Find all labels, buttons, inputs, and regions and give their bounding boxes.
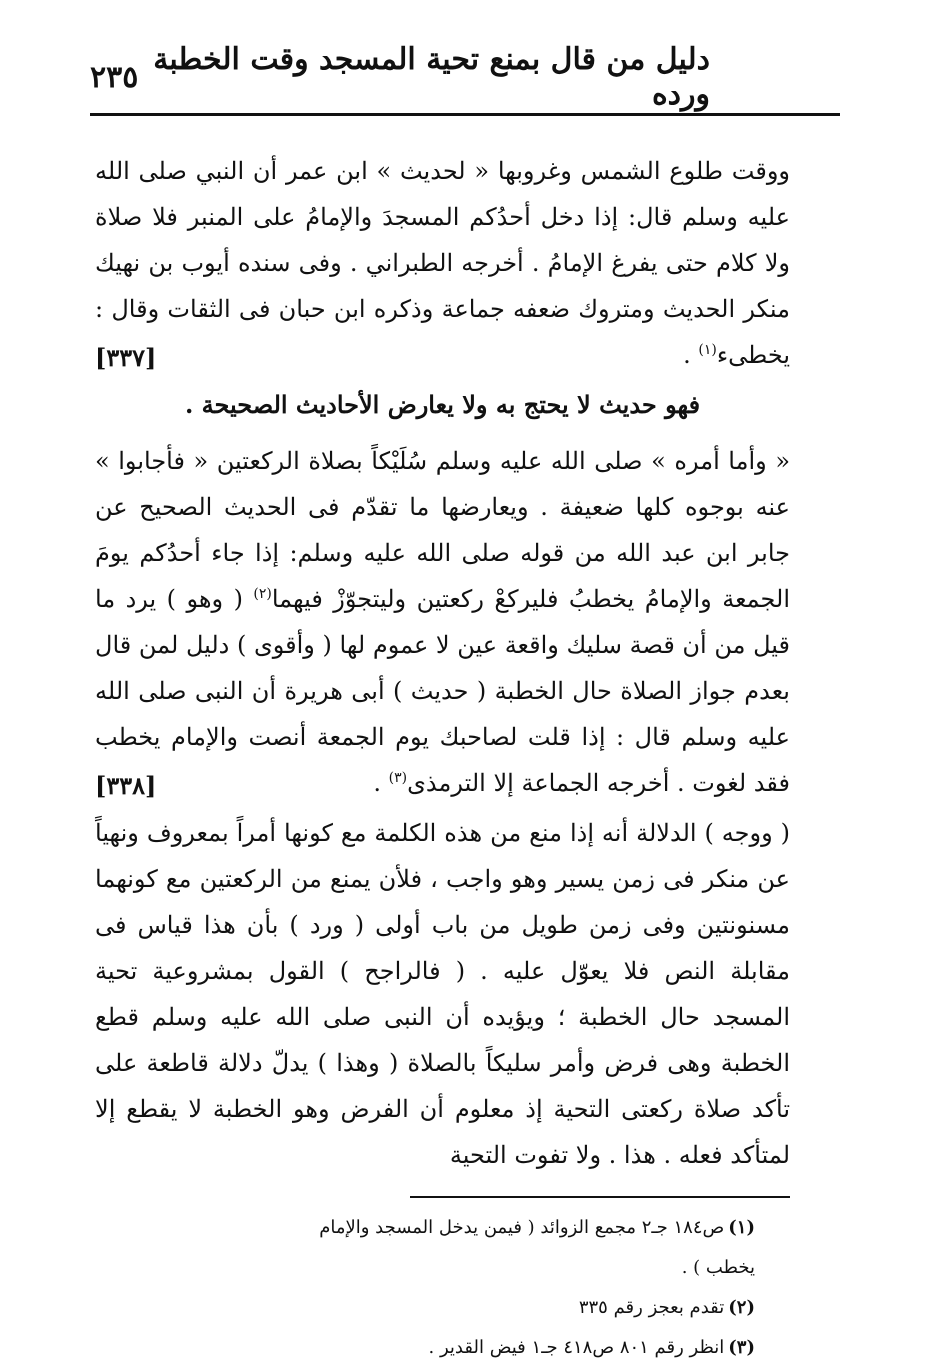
footnote-marker-1: (١) [698,342,717,358]
footnote-3-number: (٣) [728,1337,755,1358]
footnote-1 [300,1208,755,1288]
header-rule [90,113,840,116]
footnote-rule [410,1196,790,1198]
paragraph-3-end: . [373,769,389,797]
footnote-1-number: (١) [728,1217,755,1238]
footnotes [300,1208,755,1368]
paragraph-4: ( ووجه ) الدلالة أنه إذا منع من هذه الكلمة مع كونها أمراً بمعروف ونهياً عن منكر فى زمن يسير وهو واجب ، فلأن يمنع من الركعتين مع كونهما مسنونتين وفى زمن طويل من باب أولى ( ورد ) بأن هذا قياس فى مقابلة النص فلا يعوّل عليه . ( فالراجح ) القول بمشروعية تحية المسجد حال الخطبة ؛ ويؤيده أن النبى صلى الله عليه وسلم قطع الخطبة وهى فرض وأمر سليكاً بالصلاة ( وهذا ) يدلّ دلالة قاطعة على تأكد صلاة ركعتى التحية إذ معلوم أن الفرض وهو الخطبة لا يقطع إلا لمتأكد فعله . هذا . ولا تفوت التحية [95,819,790,1169]
page-number: ٢٣٥ [90,59,139,95]
paragraph-3-text: « وأما أمره » صلى الله عليه وسلم سُلَيْكاً بصلاة الركعتين « فأجابوا » عنه بوجوه كلها ضعيفة . ويعارضها ما تقدّم فى الحديث الصحيح عن جابر ابن عبد الله من قوله صلى الله عليه وسلم: إذا جاء أحدُكم يومَ الجمعة والإمامُ يخطبُ فليركعْ ركعتين وليتجوّزْ فيهما [95,447,791,613]
footnote-2-number: (٢) [728,1297,755,1318]
hadith-number-338: [٣٣٨] [95,771,157,800]
footnote-marker-2: (٢) [253,586,272,602]
running-title: دليل من قال بمنع تحية المسجد وقت الخطبة ورده [153,42,710,112]
paragraph-3 [95,438,790,800]
paragraph-1-text: ووقت طلوع الشمس وغروبها « لحديث » ابن عمر أن النبي صلى الله عليه وسلم قال: إذا دخل أحدُكم المسجدَ والإمامُ على المنبر فلا صلاة ولا كلام حتى يفرغ الإمامُ . أخرجه الطبراني . وفى سنده أيوب بن نهيك منكر الحديث ومتروك ضعفه جماعة وذكره ابن حبان فى الثقات وقال : يخطىء [95,157,790,369]
paragraph-1-end: . [683,341,699,369]
main-text [95,148,790,1178]
paragraph-1 [95,148,790,372]
footnote-2-text: تقدم بعجز رقم ٣٣٥ [578,1297,725,1318]
footnote-1-text: ص١٨٤ جـ٢ مجمع الزوائد ( فيمن يدخل المسجد والإمام يخطب ) . [319,1217,755,1278]
paragraph-3-continued: ( وهو ) يرد ما قيل من أن قصة سليك واقعة عين لا عموم لها ( وأقوى ) دليل لمن قال بعدم جواز الصلاة حال الخطبة ( حديث ) أبى هريرة أن النبى صلى الله عليه وسلم قال : إذا قلت لصاحبك يوم الجمعة أنصت والإمام يخطب فقد لغوت . أخرجه الجماعة إلا الترمذى [95,585,790,797]
footnote-3-text: انظر رقم ٨٠١ ص٤١٨ جـ١ فيض القدير . [428,1337,725,1358]
footnote-marker-3: (٣) [388,770,408,786]
paragraph-2: فهو حديث لا يحتج به ولا يعارض الأحاديث الصحيحة . [184,390,701,419]
footnote-2 [300,1288,755,1328]
hadith-number-337: [٣٣٧] [95,343,157,372]
footnote-3 [300,1328,755,1368]
page-header [90,42,840,112]
